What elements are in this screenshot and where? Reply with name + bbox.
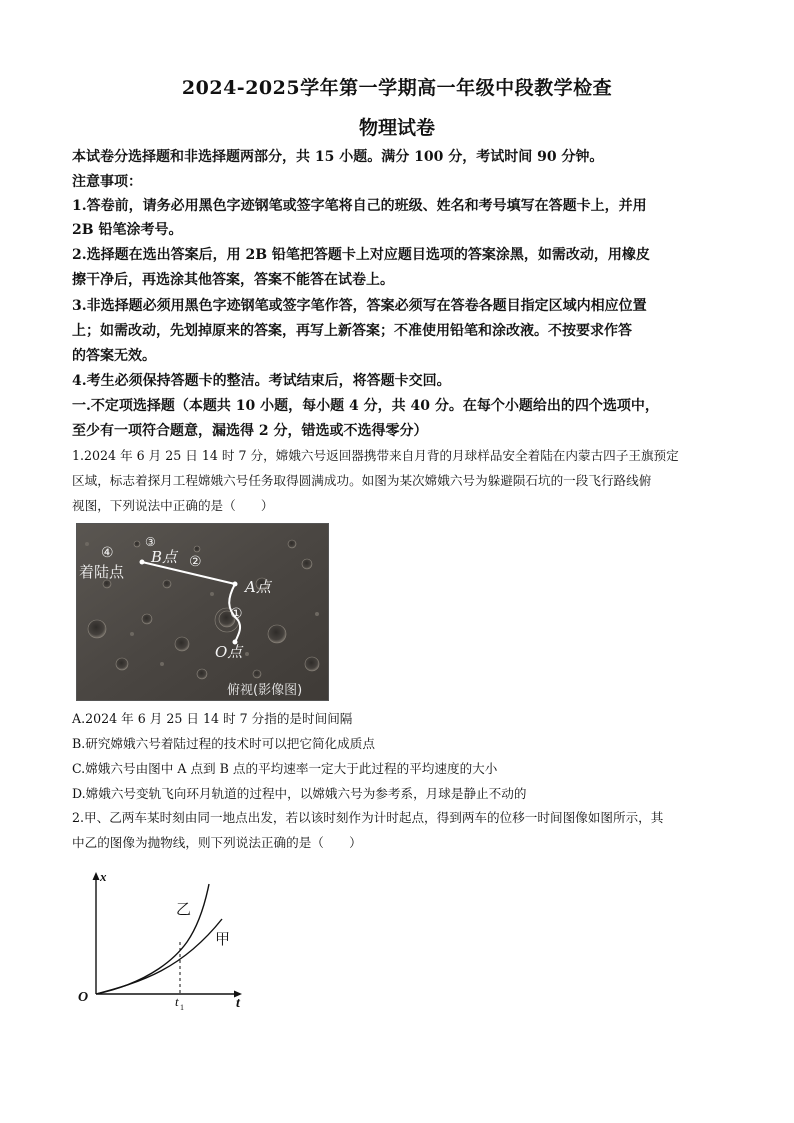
notice-line: 擦干净后，再选涂其他答案，答案不能答在试卷上。: [72, 272, 394, 288]
figure-label-b-point: B点: [151, 548, 178, 566]
figure-label-o-point: O点: [215, 643, 243, 661]
notice-line: 2.选择题在选出答案后，用 2B 铅笔把答题卡上对应题目选项的答案涂黑，如需改动，用橡皮: [72, 247, 650, 263]
section-heading: 至少有一项符合题意，漏选得 2 分，错选或不选得零分）: [72, 423, 428, 439]
figure-label-landing: 着陆点: [79, 563, 125, 581]
figure-label-seg1: ①: [230, 606, 243, 622]
question-1-option-b: B.研究嫦娥六号着陆过程的技术时可以把它简化成质点: [72, 736, 375, 751]
graph-x-axis-label: t: [236, 996, 240, 1011]
graph-label-jia: 甲: [215, 930, 231, 948]
question-1-option-c: C.嫦娥六号由图中 A 点到 B 点的平均速率一定大于此过程的平均速度的大小: [72, 761, 498, 776]
graph-t1-subscript: 1: [180, 1003, 184, 1012]
graph-origin-label: O: [78, 990, 89, 1005]
question-1-option-a: A.2024 年 6 月 25 日 14 时 7 分指的是时间间隔: [72, 711, 353, 726]
question-1-stem: 视图，下列说法中正确的是（ ）: [72, 498, 274, 513]
exam-summary: 本试卷分选择题和非选择题两部分，共 15 小题。满分 100 分，考试时间 90 分钟。: [72, 149, 604, 165]
figure-label-seg2: ②: [189, 554, 202, 570]
notice-heading: 注意事项：: [72, 174, 142, 190]
exam-title: 2024-2025学年第一学期高一年级中段教学检查: [181, 77, 613, 99]
figure-caption: 俯视(影像图): [227, 683, 303, 698]
notice-line: 2B 铅笔涂考号。: [72, 222, 183, 238]
position-time-graph: [72, 864, 262, 1016]
graph-t1-label: t: [175, 994, 179, 1009]
figure-label-seg4: ④: [101, 545, 114, 561]
graph-y-axis-label: x: [100, 869, 107, 884]
question2-stem-line2: 中乙的图像为抛物线，则下列说法正确的是（ ）: [72, 835, 362, 850]
moon-flight-path-figure: [76, 523, 329, 701]
question-1-stem: 区域，标志着探月工程嫦娥六号任务取得圆满成功。如图为某次嫦娥六号为躲避陨石坑的一段飞行路线俯: [72, 473, 652, 488]
exam-subject: 物理试卷: [358, 117, 435, 139]
notice-line: 4.考生必须保持答题卡的整洁。考试结束后，将答题卡交回。: [72, 373, 451, 389]
section-heading: 一.不定项选择题（本题共 10 小题，每小题 4 分，共 40 分。在每个小题给出的四个选项中，: [72, 398, 659, 414]
notice-line: 的答案无效。: [72, 348, 156, 364]
notice-line: 1.答卷前，请务必用黑色字迹钢笔或签字笔将自己的班级、姓名和考号填写在答题卡上，并用: [72, 198, 647, 214]
figure-label-a-point: A点: [245, 578, 271, 596]
notice-line: 3.非选择题必须用黑色字迹钢笔或签字笔作答，答案必须写在答卷各题目指定区域内相应位置: [72, 298, 647, 314]
figure-label-seg3: ③: [145, 535, 156, 549]
notice-line: 上；如需改动，先划掉原来的答案，再写上新答案；不准使用铅笔和涂改液。不按要求作答: [72, 323, 632, 339]
question-1-option-d: D.嫦娥六号变轨飞向环月轨道的过程中，以嫦娥六号为参考系，月球是静止不动的: [72, 786, 527, 801]
graph-label-yi: 乙: [176, 900, 192, 918]
question-2-stem: 2.甲、乙两车某时刻由同一地点出发，若以该时刻作为计时起点，得到两车的位移一时间图像如图所示，其: [72, 810, 664, 825]
question-1-stem: 1.2024 年 6 月 25 日 14 时 7 分，嫦娥六号返回器携带来自月背的月球样品安全着陆在内蒙古四子王旗预定: [72, 448, 679, 463]
